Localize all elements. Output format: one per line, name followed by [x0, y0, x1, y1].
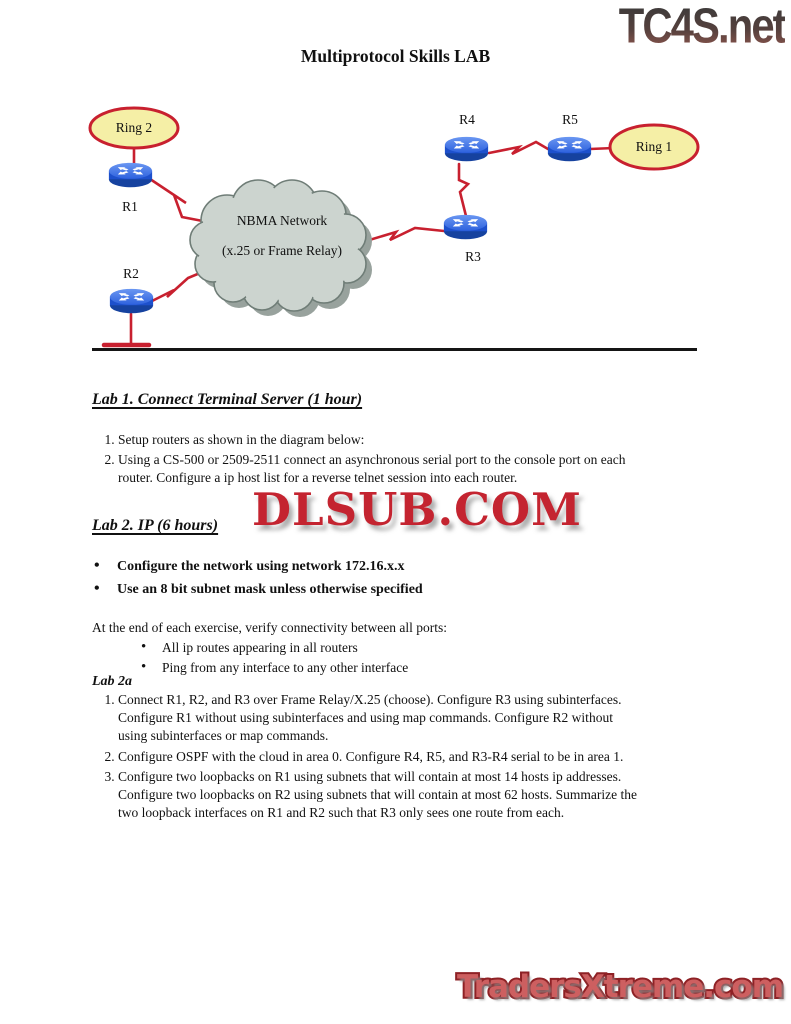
watermark-dlsub: DLSUB.COM	[252, 483, 582, 536]
router-r1	[109, 163, 152, 187]
lab2a-list	[92, 691, 743, 824]
lab2-bullet-list	[92, 558, 717, 604]
router-r2	[110, 289, 153, 313]
router-r3	[444, 215, 487, 239]
ring1-label: Ring 1	[635, 139, 673, 154]
verify-intro: At the end of each exercise, verify connectivity between all ports:	[92, 620, 447, 635]
r1-label: R1	[122, 199, 138, 214]
r3-label: R3	[465, 249, 481, 264]
section-divider	[92, 348, 697, 351]
r2-label: R2	[123, 266, 139, 281]
r5-label: R5	[562, 112, 578, 127]
lab2-bullet-1: • Configure the network using network 172.16.x.x	[117, 558, 717, 577]
lab1-heading: Lab 1. Connect Terminal Server (1 hour)	[92, 391, 363, 408]
lab2a-item-1: 1. Connect R1, R2, and R3 over Frame Relay/X.25 (choose). Configure R3 using subinterfaces. Configure R1 without using subinterfaces and using map commands. Configure R2 without using subinterfaces or map commands.	[118, 691, 743, 746]
r4-label: R4	[459, 112, 475, 127]
lab2-heading: Lab 2. IP (6 hours)	[92, 517, 219, 534]
link-cloud-r3	[366, 228, 444, 241]
link-r4-r5	[489, 142, 548, 154]
network-diagram	[0, 0, 791, 370]
router-r4	[445, 137, 488, 161]
lab2a-item-2: 2. Configure OSPF with the cloud in area 0. Configure R4, R5, and R3-R4 serial to be in area 1.	[118, 748, 743, 766]
watermark-tc4s: TC4S.net	[619, 0, 785, 54]
lab2-bullet-2: • Use an 8 bit subnet mask unless otherwise specified	[117, 581, 717, 600]
verify-list	[92, 639, 762, 678]
cloud-label-line1: NBMA Network	[236, 213, 328, 228]
watermark-tradersxtreme: TradersXtreme.com	[456, 969, 783, 1005]
ring2-label: Ring 2	[115, 120, 153, 135]
lab2a-heading: Lab 2a	[92, 674, 133, 689]
lab1-item-1: 1. Setup routers as shown in the diagram below:	[118, 431, 736, 449]
lab1-item-2: 2. Using a CS-500 or 2509-2511 connect an asynchronous serial port to the console port on each router. Configure a ip host list for a reverse telnet session into each router.	[118, 451, 736, 487]
router-r5	[548, 137, 591, 161]
link-r4-r3	[459, 164, 468, 216]
lab1-list	[92, 431, 736, 490]
cloud-label-line2: (x.25 or Frame Relay)	[222, 243, 342, 258]
verify-item-1: • All ip routes appearing in all routers	[162, 639, 762, 657]
page-title: Multiprotocol Skills LAB	[300, 46, 491, 66]
verify-item-2: • Ping from any interface to any other interface	[162, 659, 762, 677]
lab2a-item-3: 3. Configure two loopbacks on R1 using subnets that will contain at most 14 hosts ip addresses. Configure two loopbacks on R2 using subnets that will contain at most 62 hosts. Summarize the two loopback interfaces on R1 and R2 such that R3 only sees one route from each.	[118, 768, 743, 823]
